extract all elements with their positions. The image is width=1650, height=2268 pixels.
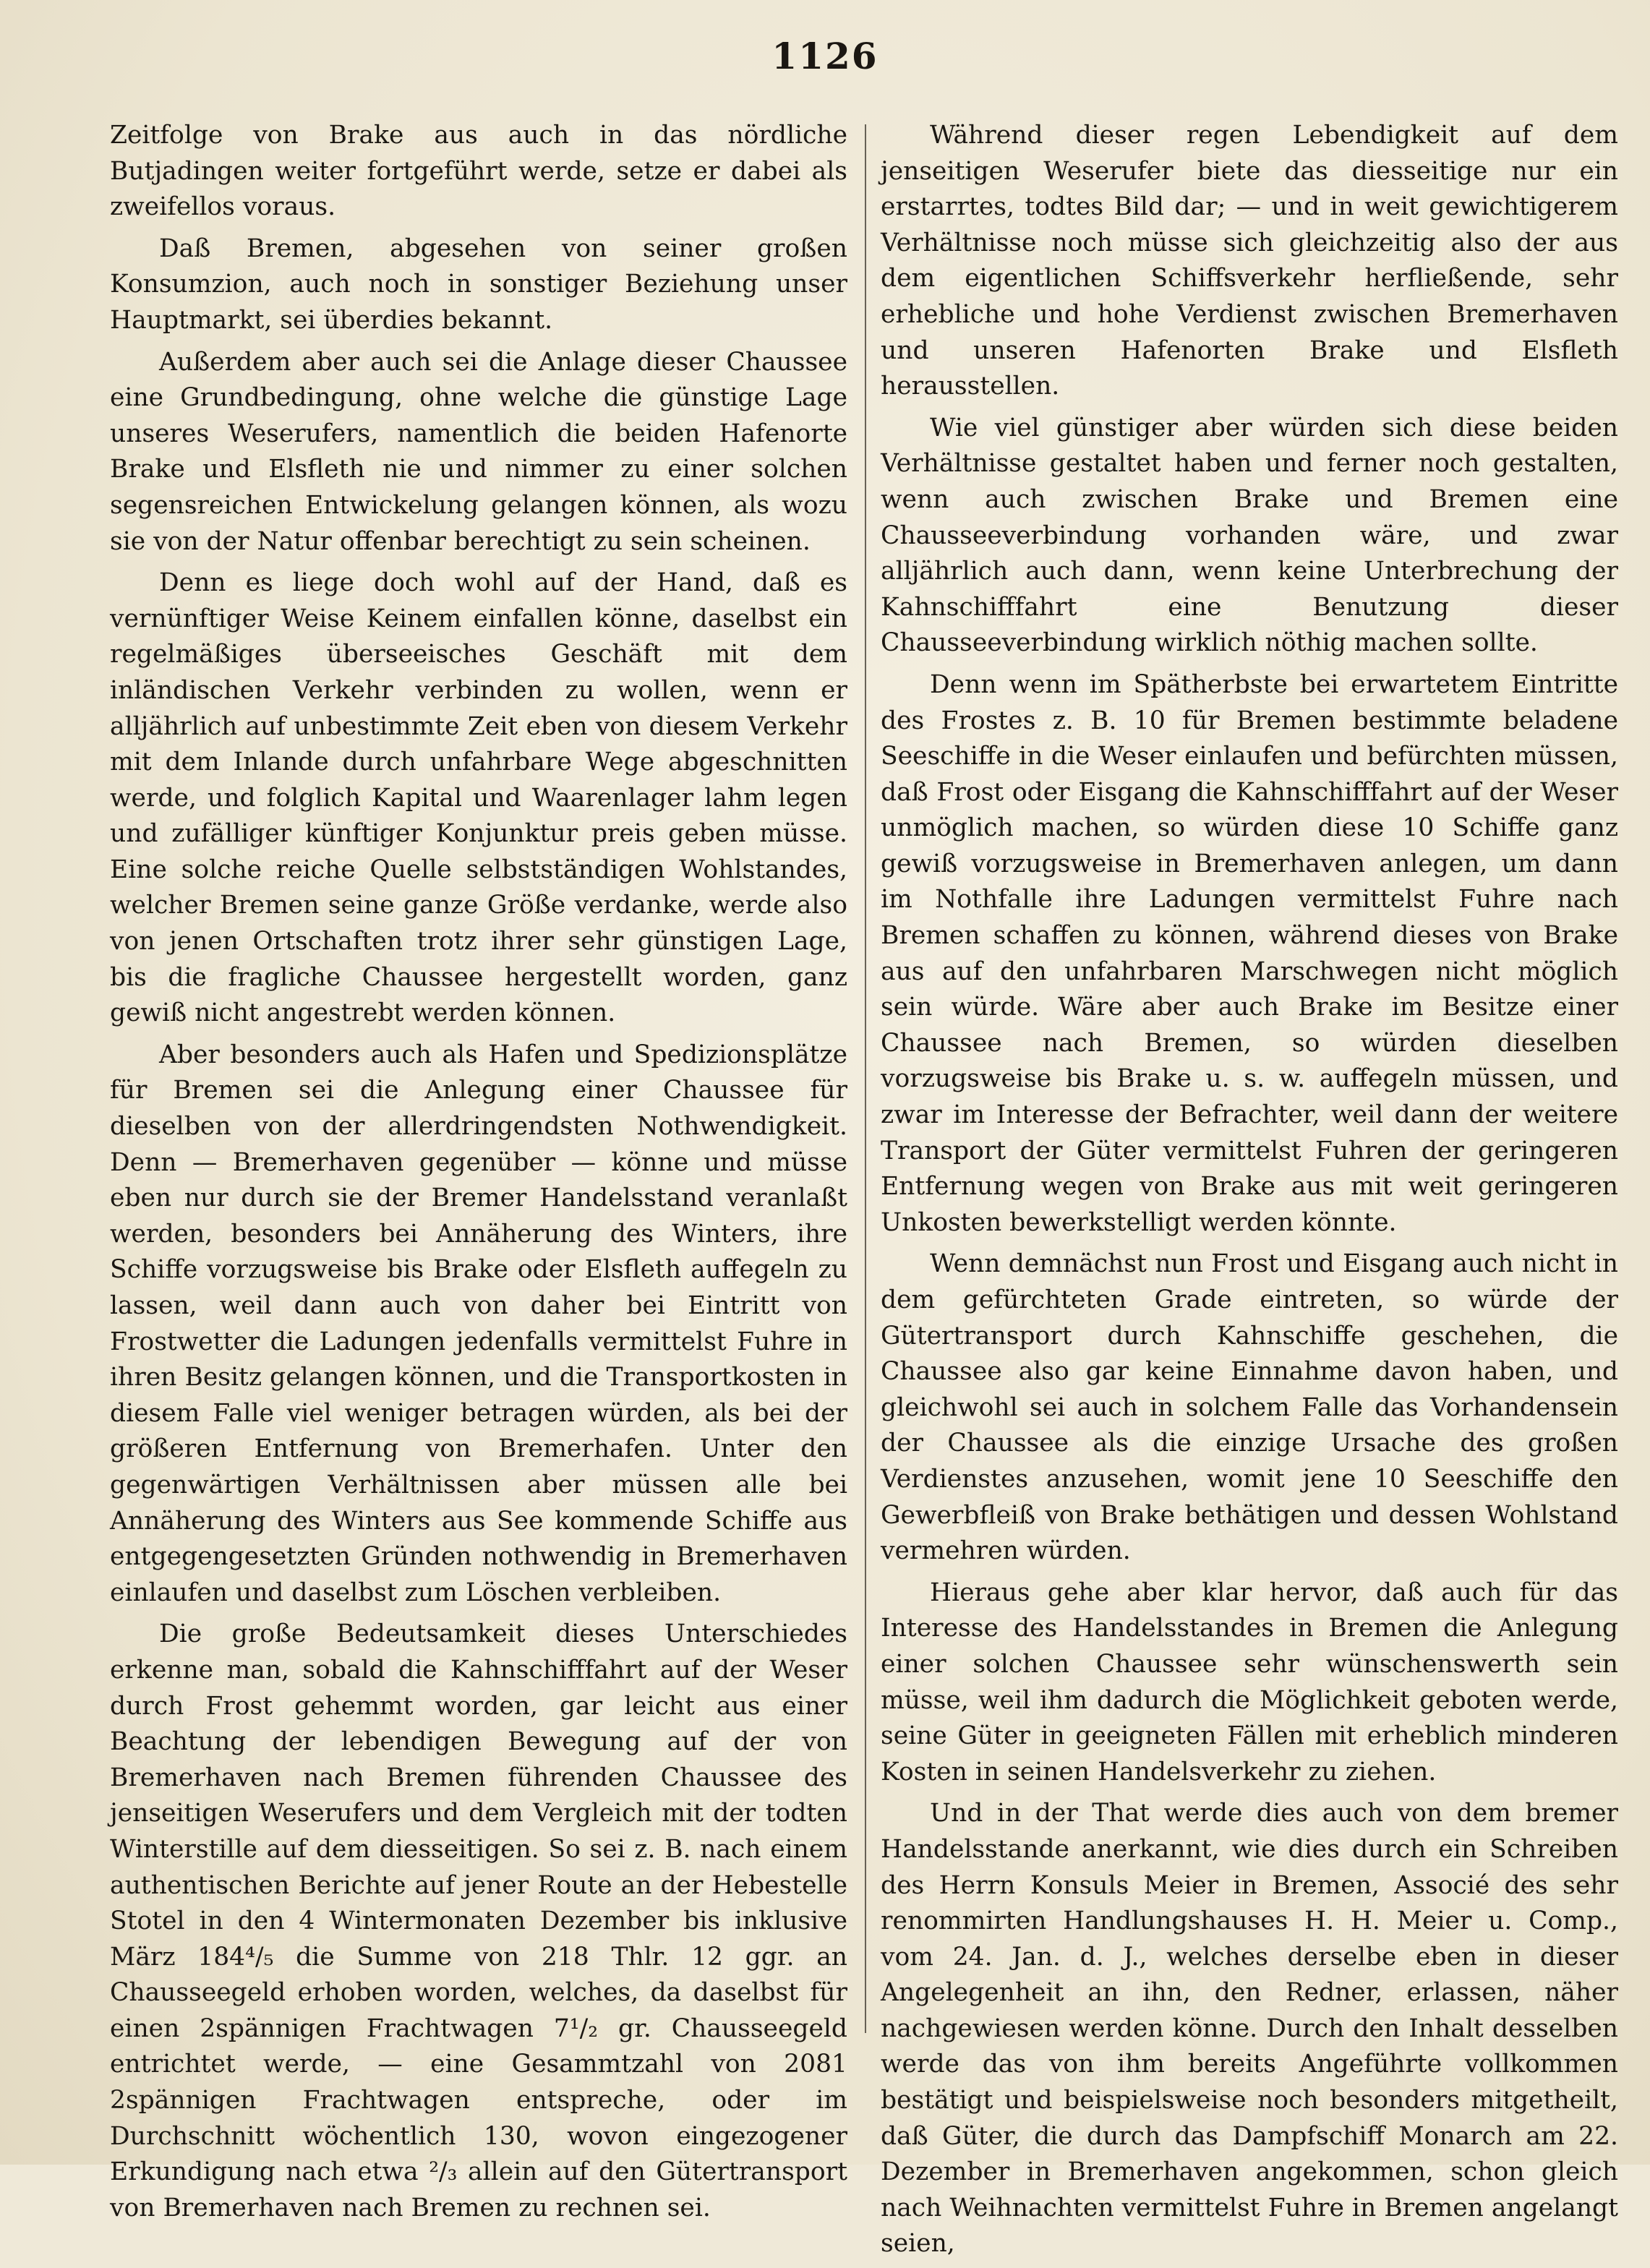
paragraph: Zeitfolge von Brake aus auch in das nördliche Butjadingen weiter fortgeführt werde, setze er dabei als zweifellos voraus. — [110, 121, 847, 222]
paragraph: Wenn demnächst nun Frost und Eisgang auch nicht in dem gefürchteten Grade eintreten, so würde der Gütertransport durch Kahnschiffe geschehen, die Chaussee also gar keine Einnahme davon haben, und gleichwohl sei auch in solchem Falle das Vorhandensein der Chaussee als die einzige Ursache des großen Verdienstes anzusehen, womit jene 10 Seeschiffe den Gewerbfleiß von Brake bethätigen und dessen Wohlstand vermehren würden. — [881, 1249, 1618, 1566]
paragraph: Denn wenn im Spätherbste bei erwartetem Eintritte des Frostes z. B. 10 für Bremen bestimmte beladene Seeschiffe in die Weser einlaufen und befürchten müssen, daß Frost oder Eisgang die Kahnschifffahrt auf der Weser unmöglich machen, so würden diese 10 Schiffe ganz gewiß vorzugsweise in Bremerhaven anlegen, um dann im Nothfalle ihre Ladungen vermittelst Fuhre nach Bremen schaffen zu können, während dieses von Brake aus auf den unfahrbaren Marschwegen nicht möglich sein würde. Wäre aber auch Brake im Besitze einer Chaussee nach Bremen, so würden dieselben vorzugsweise bis Brake u. s. w. auffegeln müssen, und zwar im Interesse der Befrachter, weil dann der weitere Transport der Güter vermittelst Fuhren der geringeren Entfernung wegen von Brake aus mit weit geringeren Unkosten bewerkstelligt werden könnte. — [881, 669, 1618, 1237]
right-column — [881, 118, 1618, 2268]
paragraph: Denn es liege doch wohl auf der Hand, daß es vernünftiger Weise Keinem einfallen könne, daselbst ein regelmäßiges überseeisches Geschäft mit dem inländischen Verkehr verbinden zu wollen, wenn er alljährlich auf unbestimmte Zeit eben von diesem Verkehr mit dem Inlande durch unfahrbare Wege abgeschnitten werde, und folglich Kapital und Waarenlager lahm legen und zufälliger künftiger Konjunktur preis geben müsse. Eine solche reiche Quelle selbstständigen Wohlstandes, welcher Bremen seine ganze Größe verdanke, werde also von jenen Ortschaften trotz ihrer sehr günstigen Lage, bis die fragliche Chaussee hergestellt worden, ganz gewiß nicht angestrebt werden können. — [110, 568, 847, 1028]
column-divider — [865, 124, 866, 2033]
paragraph: Aber besonders auch als Hafen und Spedizionsplätze für Bremen sei die Anlegung einer Chaussee für dieselben von der allerdringendsten Nothwendigkeit. Denn — Bremerhaven gegenüber — könne und müsse eben nur durch sie der Bremer Handelsstand veranlaßt werden, besonders bei Annäherung des Winters, ihre Schiffe vorzugsweise bis Brake oder Elsfleth auffegeln zu lassen, weil dann auch von daher bei Eintritt von Frostwetter die Ladungen jedenfalls vermittelst Fuhre in ihren Besitz gelangen können, und die Transportkosten in diesem Falle viel weniger betragen würden, als bei der größeren Entfernung von Bremerhafen. Unter den gegenwärtigen Verhältnissen aber müssen alle bei Annäherung des Winters aus See kommende Schiffe aus entgegengesetzten Gründen nothwendig in Bremerhaven einlaufen und daselbst zum Löschen verbleiben. — [110, 1040, 847, 1607]
paragraph: Hieraus gehe aber klar hervor, daß auch für das Interesse des Handelsstandes in Bremen die Anlegung einer solchen Chaussee sehr wünschenswerth sein müsse, weil ihm dadurch die Möglichkeit geboten werde, seine Güter in geeigneten Fällen mit erheblich minderen Kosten in seinen Handelsverkehr zu ziehen. — [881, 1578, 1618, 1786]
paragraph: Und in der That werde dies auch von dem bremer Handelsstande anerkannt, wie dies durch ein Schreiben des Herrn Konsuls Meier in Bremen, Associé des sehr renommirten Handlungshauses H. H. Meier u. Comp., vom 24. Jan. d. J., welches derselbe eben in dieser Angelegenheit an ihn, den Redner, erlassen, näher nachgewiesen werden könne. Durch den Inhalt desselben werde das von ihm bereits Angeführte vollkommen bestätigt und beispielsweise noch besonders mitgetheilt, daß Güter, die durch das Dampfschiff Monarch am 22. Dezember in Bremerhaven angekommen, schon gleich nach Weihnachten vermittelst Fuhre in Bremen angelangt seien, — [881, 1799, 1618, 2259]
left-column — [110, 118, 847, 2232]
paragraph: Außerdem aber auch sei die Anlage dieser Chaussee eine Grundbedingung, ohne welche die günstige Lage unseres Weserufers, namentlich die beiden Hafenorte Brake und Elsfleth nie und nimmer zu einer solchen segensreichen Entwickelung gelangen können, als wozu sie von der Natur offenbar berechtigt zu sein scheinen. — [110, 347, 847, 556]
page-number: 1126 — [771, 35, 879, 77]
paragraph: Daß Bremen, abgesehen von seiner großen Konsumzion, auch noch in sonstiger Beziehung unser Hauptmarkt, sei überdies bekannt. — [110, 234, 847, 335]
paragraph: Während dieser regen Lebendigkeit auf dem jenseitigen Weserufer biete das diesseitige nur ein erstarrtes, todtes Bild dar; — und in weit gewichtigerem Verhältnisse noch müsse sich gleichzeitig also der aus dem eigentlichen Schiffsverkehr herfließende, sehr erhebliche und hohe Verdienst zwischen Bremerhaven und unseren Hafenorten Brake und Elsfleth herausstellen. — [881, 121, 1618, 401]
paragraph: Die große Bedeutsamkeit dieses Unterschiedes erkenne man, sobald die Kahnschifffahrt auf der Weser durch Frost gehemmt worden, gar leicht aus einer Beachtung der lebendigen Bewegung auf der von Bremerhaven nach Bremen führenden Chaussee des jenseitigen Weserufers und dem Vergleich mit der todten Winterstille auf dem diesseitigen. So sei z. B. nach einem authentischen Berichte auf jener Route an der Hebestelle Stotel in den 4 Wintermonaten Dezember bis inklusive März 184⁴/₅ die Summe von 218 Thlr. 12 ggr. an Chausseegeld erhoben worden, welches, da daselbst für einen 2spännigen Frachtwagen 7¹/₂ gr. Chausseegeld entrichtet werde, — eine Gesammtzahl von 2081 2spännigen Frachtwagen entspreche, oder im Durchschnitt wöchentlich 130, wovon eingezogener Erkundigung nach etwa ²/₃ allein auf den Gütertransport von Bremerhaven nach Bremen zu rechnen sei. — [110, 1619, 847, 2222]
paragraph: Wie viel günstiger aber würden sich diese beiden Verhältnisse gestaltet haben und ferner noch gestalten, wenn auch zwischen Brake und Bremen eine Chausseeverbindung vorhanden wäre, und zwar alljährlich auch dann, wenn keine Unterbrechung der Kahnschifffahrt eine Benutzung dieser Chausseeverbindung wirklich nöthig machen sollte. — [881, 413, 1618, 658]
